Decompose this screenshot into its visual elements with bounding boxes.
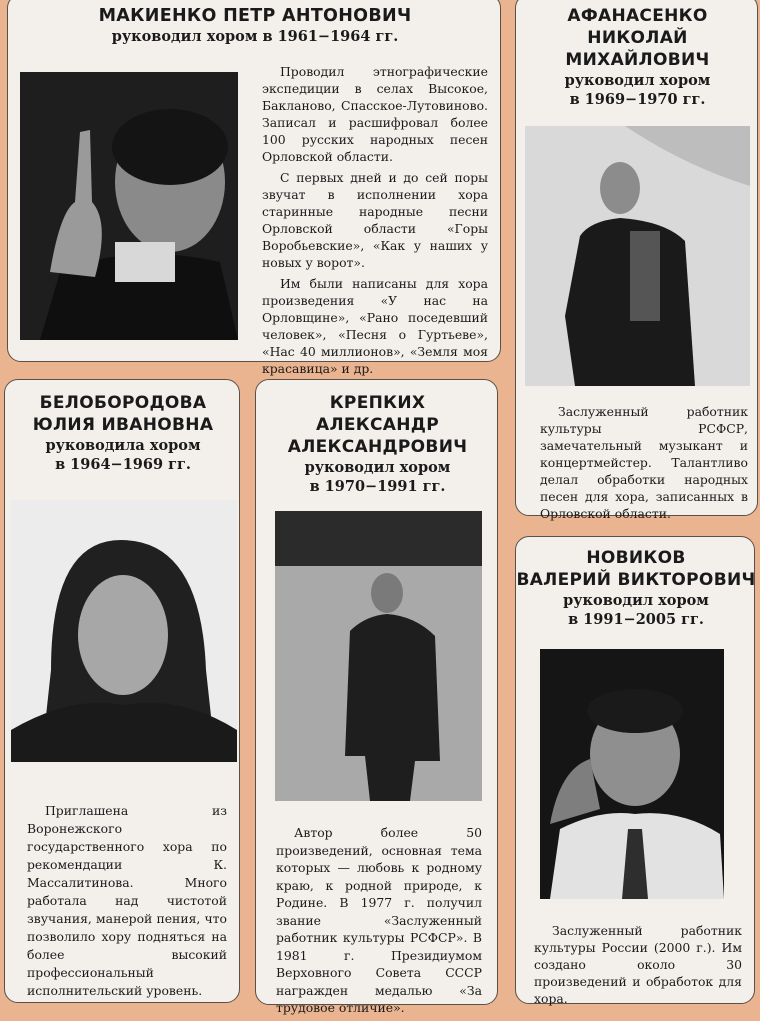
card-krepkikh: [255, 379, 498, 1015]
person-tenure: в 1969−1970 гг.: [569, 91, 706, 108]
portrait-photo: [525, 126, 750, 386]
bio-paragraph: Заслуженный работник культуры России (2000 г.). Им создано около 30 произведений и обработок для хора.: [534, 923, 742, 1006]
person-name: АФАНАСЕНКО: [567, 6, 708, 26]
person-tenure: руководил хором: [564, 72, 711, 89]
card-afanasenko: [515, 0, 758, 521]
person-name: МАКИЕНКО ПЕТР АНТОНОВИЧ: [98, 6, 412, 26]
person-name: БЕЛОБОРОДОВА: [39, 393, 207, 413]
portrait-photo: [11, 500, 237, 762]
person-name: АЛЕКСАНДРОВИЧ: [287, 437, 468, 457]
person-tenure: руководил хором: [304, 459, 451, 476]
portrait-photo: [540, 649, 724, 899]
person-name: НОВИКОВ: [586, 548, 686, 568]
person-tenure: руководила хором: [45, 437, 201, 454]
person-tenure: в 1970−1991 гг.: [309, 478, 446, 495]
bio-paragraph: Им были написаны для хора произведения «У нас на Орловщине», «Рано поседевший человек», «Песня о Гуртьеве», «Нас 40 миллионов», «Земля моя красавица» и др.: [262, 276, 488, 376]
bio-paragraph: Приглашена из Воронежского государственного хора по рекомендации К. Массалитинова. Много работала над чистотой звучания, манерой пения, что позволило хору подняться на более высокий профессиональный исполнительский уровень.: [27, 803, 227, 998]
bio-paragraph: Автор более 50 произведений, основная тема которых — любовь к родному краю, к родной природе, к Родине. В 1977 г. получил звание «Заслуженный работник культуры РСФСР». В 1981 г. Президиумом Верховного Совета СССР награжден медалью «За трудовое отличие».: [276, 825, 482, 1015]
person-tenure: руководил хором в 1961−1964 гг.: [111, 28, 399, 45]
card-novikov: [515, 536, 755, 1004]
person-tenure: в 1991−2005 гг.: [568, 611, 704, 628]
person-name: КРЕПКИХ: [329, 393, 426, 413]
person-name: МИХАЙЛОВИЧ: [565, 50, 710, 70]
person-tenure: в 1964−1969 гг.: [55, 456, 191, 473]
bio-paragraph: Заслуженный работник культуры РСФСР, замечательный музыкант и концертмейстер. Талантливо делал обработки народных песен для хора, записанных в Орловской области.: [540, 404, 748, 521]
bio-paragraph: С первых дней и до сей поры звучат в исполнении хора старинные народные песни Орловской области «Горы Воробьевские», «Как у наших у новых у ворот».: [262, 170, 488, 270]
card-makienko: [7, 0, 501, 376]
person-name: ЮЛИЯ ИВАНОВНА: [32, 415, 214, 435]
portrait-photo: [275, 511, 482, 801]
portrait-photo: [20, 72, 238, 340]
person-name: ВАЛЕРИЙ ВИКТОРОВИЧ: [516, 570, 756, 590]
person-name: АЛЕКСАНДР: [316, 415, 439, 435]
bio-paragraph: Проводил этнографические экспедиции в селах Высокое, Бакланово, Спасское-Лутовиново. Записал и расшифровал более 100 русских народных песен Орловской области.: [262, 64, 488, 164]
card-beloborodova: [4, 379, 240, 1003]
person-tenure: руководил хором: [563, 592, 709, 609]
person-name: НИКОЛАЙ: [587, 28, 688, 48]
